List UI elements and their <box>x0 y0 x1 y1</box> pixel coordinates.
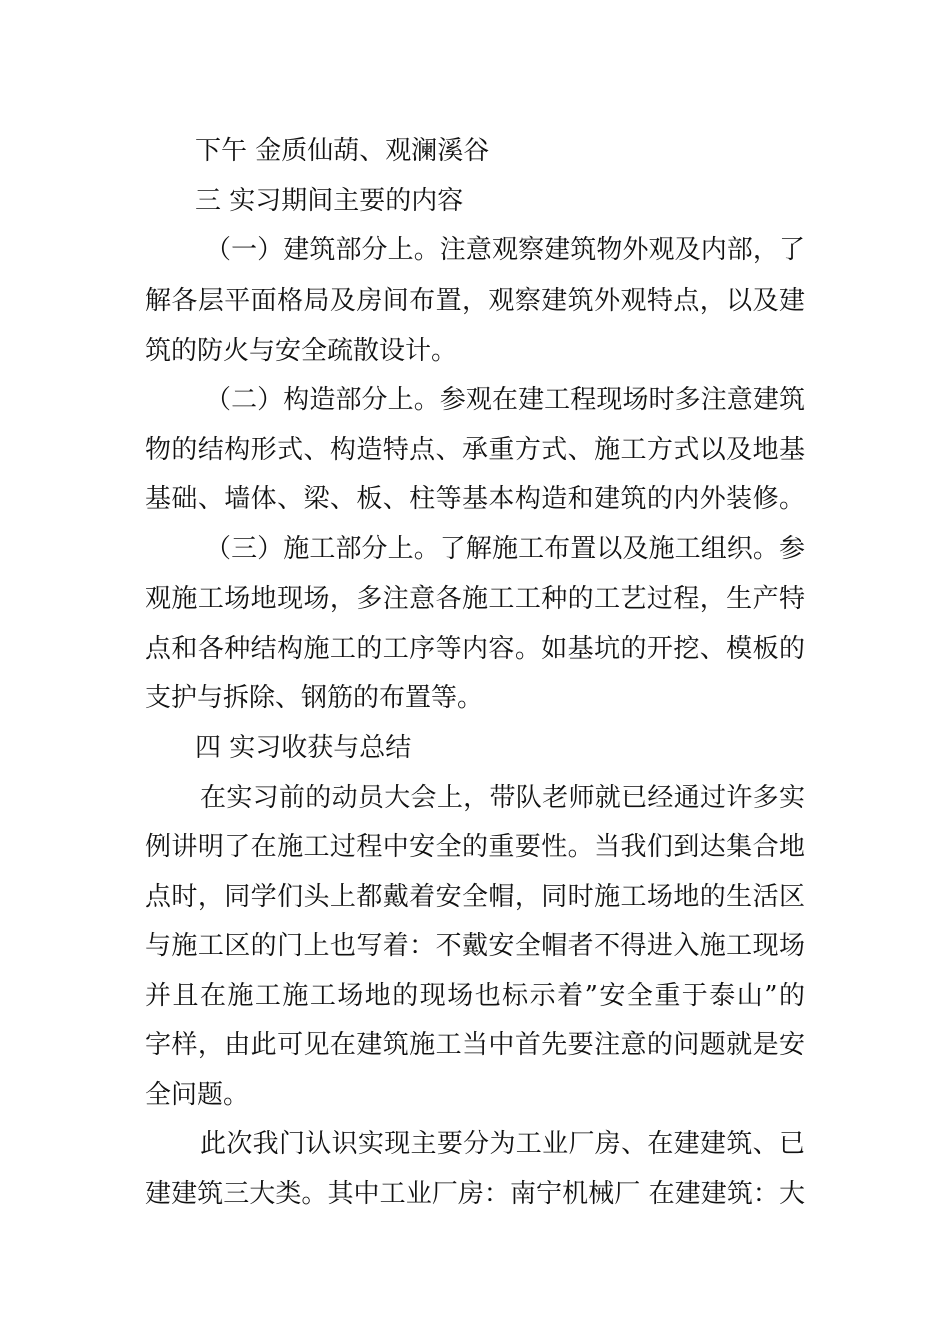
paragraph-4-line-4: 与施工区的门上也写着：不戴安全帽者不得进入施工现场 <box>145 931 805 961</box>
paragraph-1-line-2: 解各层平面格局及房间布置，观察建筑外观特点，以及建 <box>145 286 805 316</box>
paragraph-5-line-2: 建建筑三大类。其中工业厂房：南宁机械厂 在建建筑：大 <box>145 1179 805 1209</box>
paragraph-3-line-3: 点和各种结构施工的工序等内容。如基坑的开挖、模板的 <box>145 634 805 664</box>
paragraph-5-line-1: 此次我门认识实现主要分为工业厂房、在建建筑、已 <box>200 1129 805 1159</box>
paragraph-2-line-1: （二）构造部分上。参观在建工程现场时多注意建筑 <box>205 385 805 415</box>
paragraph-3-line-2: 观施工场地现场，多注意各施工工种的工艺过程，生产特 <box>145 584 805 614</box>
paragraph-4-line-6: 字样，由此可见在建筑施工当中首先要注意的问题就是安 <box>145 1030 805 1060</box>
paragraph-4-line-1: 在实习前的动员大会上，带队老师就已经通过许多实 <box>200 783 805 813</box>
section-heading-3: 三 实习期间主要的内容 <box>195 186 464 216</box>
paragraph-3-line-1: （三）施工部分上。了解施工布置以及施工组织。参 <box>205 534 805 564</box>
paragraph-1-line-3: 筑的防火与安全疏散设计。 <box>145 336 458 366</box>
schedule-line-afternoon: 下午 金质仙葫、观澜溪谷 <box>195 136 490 166</box>
paragraph-2-line-2: 物的结构形式、构造特点、承重方式、施工方式以及地基 <box>145 435 805 465</box>
paragraph-1-line-1: （一）建筑部分上。注意观察建筑物外观及内部，了 <box>205 235 805 265</box>
paragraph-4-line-2: 例讲明了在施工过程中安全的重要性。当我们到达集合地 <box>145 832 805 862</box>
paragraph-4-line-3: 点时，同学们头上都戴着安全帽，同时施工场地的生活区 <box>145 882 805 912</box>
paragraph-2-line-3: 基础、墙体、梁、板、柱等基本构造和建筑的内外装修。 <box>145 484 805 514</box>
section-heading-4: 四 实习收获与总结 <box>195 733 412 763</box>
paragraph-4-line-5: 并且在施工施工场地的现场也标示着”安全重于泰山”的 <box>145 981 805 1011</box>
paragraph-4-line-7: 全问题。 <box>145 1080 250 1110</box>
paragraph-3-line-4: 支护与拆除、钢筋的布置等。 <box>145 683 484 713</box>
